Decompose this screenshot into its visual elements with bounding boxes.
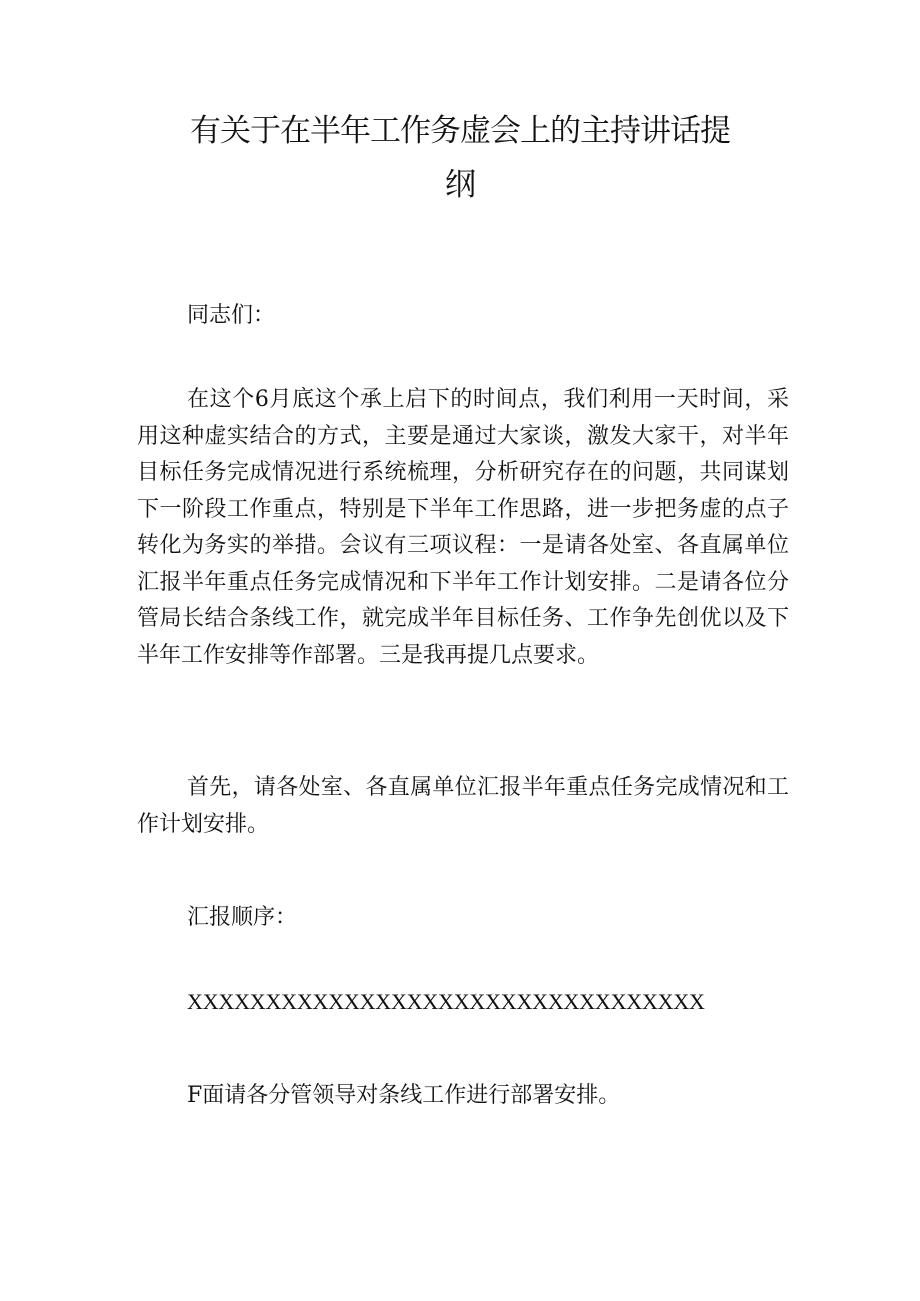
report-order-placeholder: XXXXXXXXXXXXXXXXXXXXXXXXXXXXXXXXX bbox=[187, 989, 705, 1014]
document-title-line1: 有关于在半年工作务虚会上的主持讲话提 bbox=[190, 113, 730, 149]
intro-paragraph: 在这个6月底这个承上启下的时间点，我们利用一天时间，采用这种虚实结合的方式，主要是通过大家谈，激发大家干，对半年目标任务完成情况进行系统梳理，分析研究存在的问题，共同谋划下一阶段工作重点，特别是下半年工作思路，进一步把务虚的点子转化为务实的举措。会议有三项议程：一是请各处室、各直属单位汇报半年重点任务完成情况和下半年工作计划安排。二是请各位分管局长结合条线工作，就完成半年目标任务、工作争先创优以及下半年工作安排等作部署。三是我再提几点要求。 bbox=[137, 387, 789, 668]
greeting-paragraph: 同志们： bbox=[187, 303, 276, 328]
report-order-label: 汇报顺序： bbox=[187, 905, 298, 930]
next-agenda-paragraph: F面请各分管领导对条线工作进行部署安排。 bbox=[187, 1083, 621, 1108]
document-title-line2: 纲 bbox=[445, 167, 475, 203]
first-agenda-paragraph: 首先，请各处室、各直属单位汇报半年重点任务完成情况和工作计划安排。 bbox=[137, 775, 789, 837]
